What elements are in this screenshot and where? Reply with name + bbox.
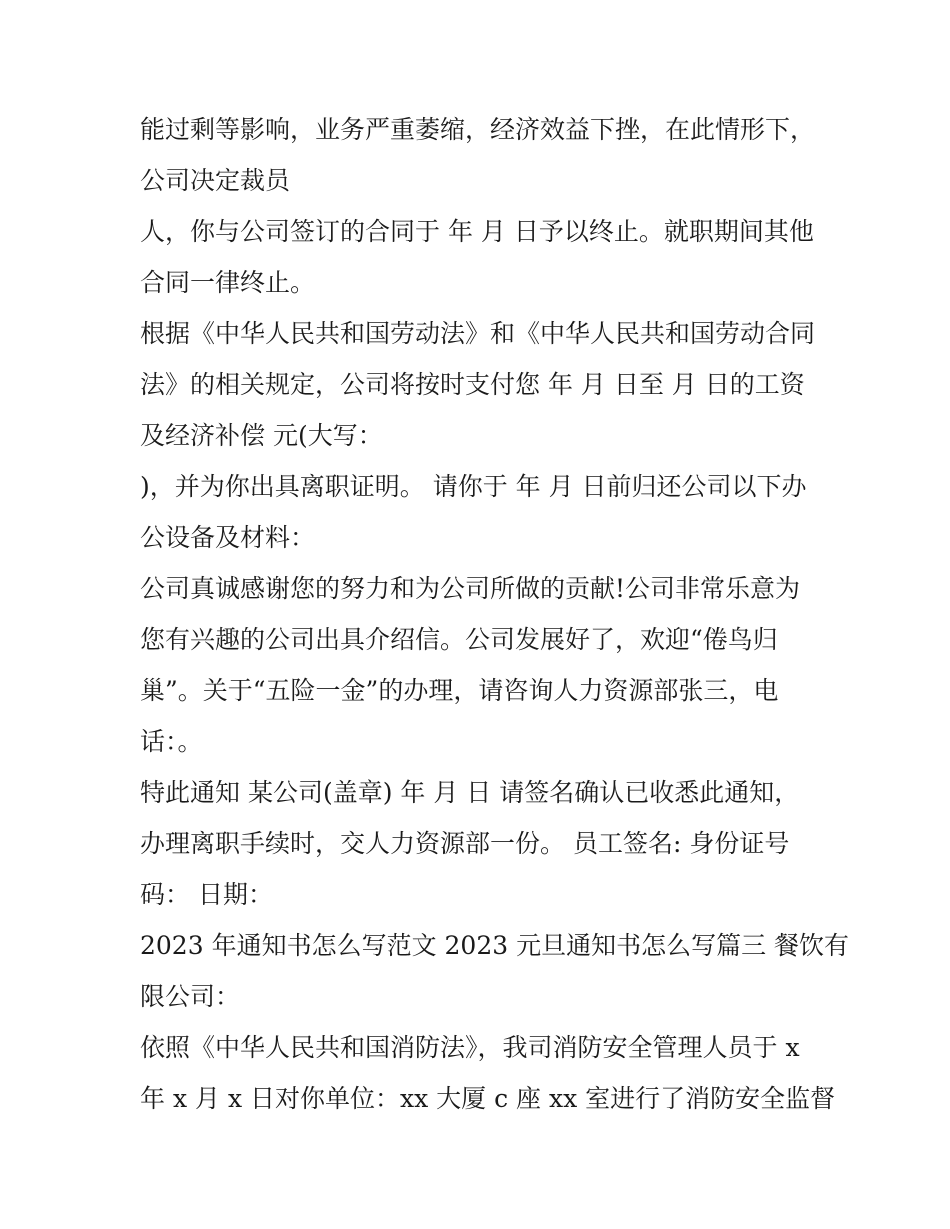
- text-line: )，并为你出具离职证明。 请你于 年 月 日前归还公司以下办: [140, 472, 807, 501]
- text-line: 办理离职手续时，交人力资源部一份。 员工签名: 身份证号: [140, 829, 790, 858]
- text-line: 公设备及材料：: [140, 523, 316, 552]
- text-line: 年 x 月 x 日对你单位：xx 大厦 c 座 xx 室进行了消防安全监督: [140, 1084, 836, 1113]
- text-line: 人，你与公司签订的合同于 年 月 日予以终止。就职期间其他: [140, 217, 814, 246]
- text-line: 特此通知 某公司(盖章) 年 月 日 请签名确认已收悉此通知，: [140, 778, 800, 807]
- text-line: 法》的相关规定，公司将按时支付您 年 月 日至 月 日的工资: [140, 370, 805, 399]
- text-line: 话：。: [140, 727, 203, 756]
- text-line: 公司真诚感谢您的努力和为公司所做的贡献!公司非常乐意为: [140, 574, 801, 603]
- text-line: 公司决定裁员: [140, 166, 291, 195]
- text-line: 2023 年通知书怎么写范文 2023 元旦通知书怎么写篇三 餐饮有: [140, 931, 850, 960]
- text-line: 依照《中华人民共和国消防法》，我司消防安全管理人员于 x: [140, 1033, 800, 1062]
- document-body: [140, 104, 850, 1124]
- text-line: 合同一律终止。: [140, 268, 316, 297]
- text-line: 巢”。关于“五险一金”的办理，请咨询人力资源部张三，电: [140, 676, 779, 705]
- text-line: 您有兴趣的公司出具介绍信。公司发展好了，欢迎“倦鸟归: [140, 625, 778, 654]
- text-line: 根据《中华人民共和国劳动法》和《中华人民共和国劳动合同: [140, 319, 816, 348]
- text-line: 能过剩等影响，业务严重萎缩，经济效益下挫，在此情形下，: [140, 115, 816, 144]
- text-line: 及经济补偿 元(大写：: [140, 421, 383, 450]
- text-line: 码： 日期：: [140, 880, 273, 909]
- text-line: 限公司：: [140, 982, 241, 1011]
